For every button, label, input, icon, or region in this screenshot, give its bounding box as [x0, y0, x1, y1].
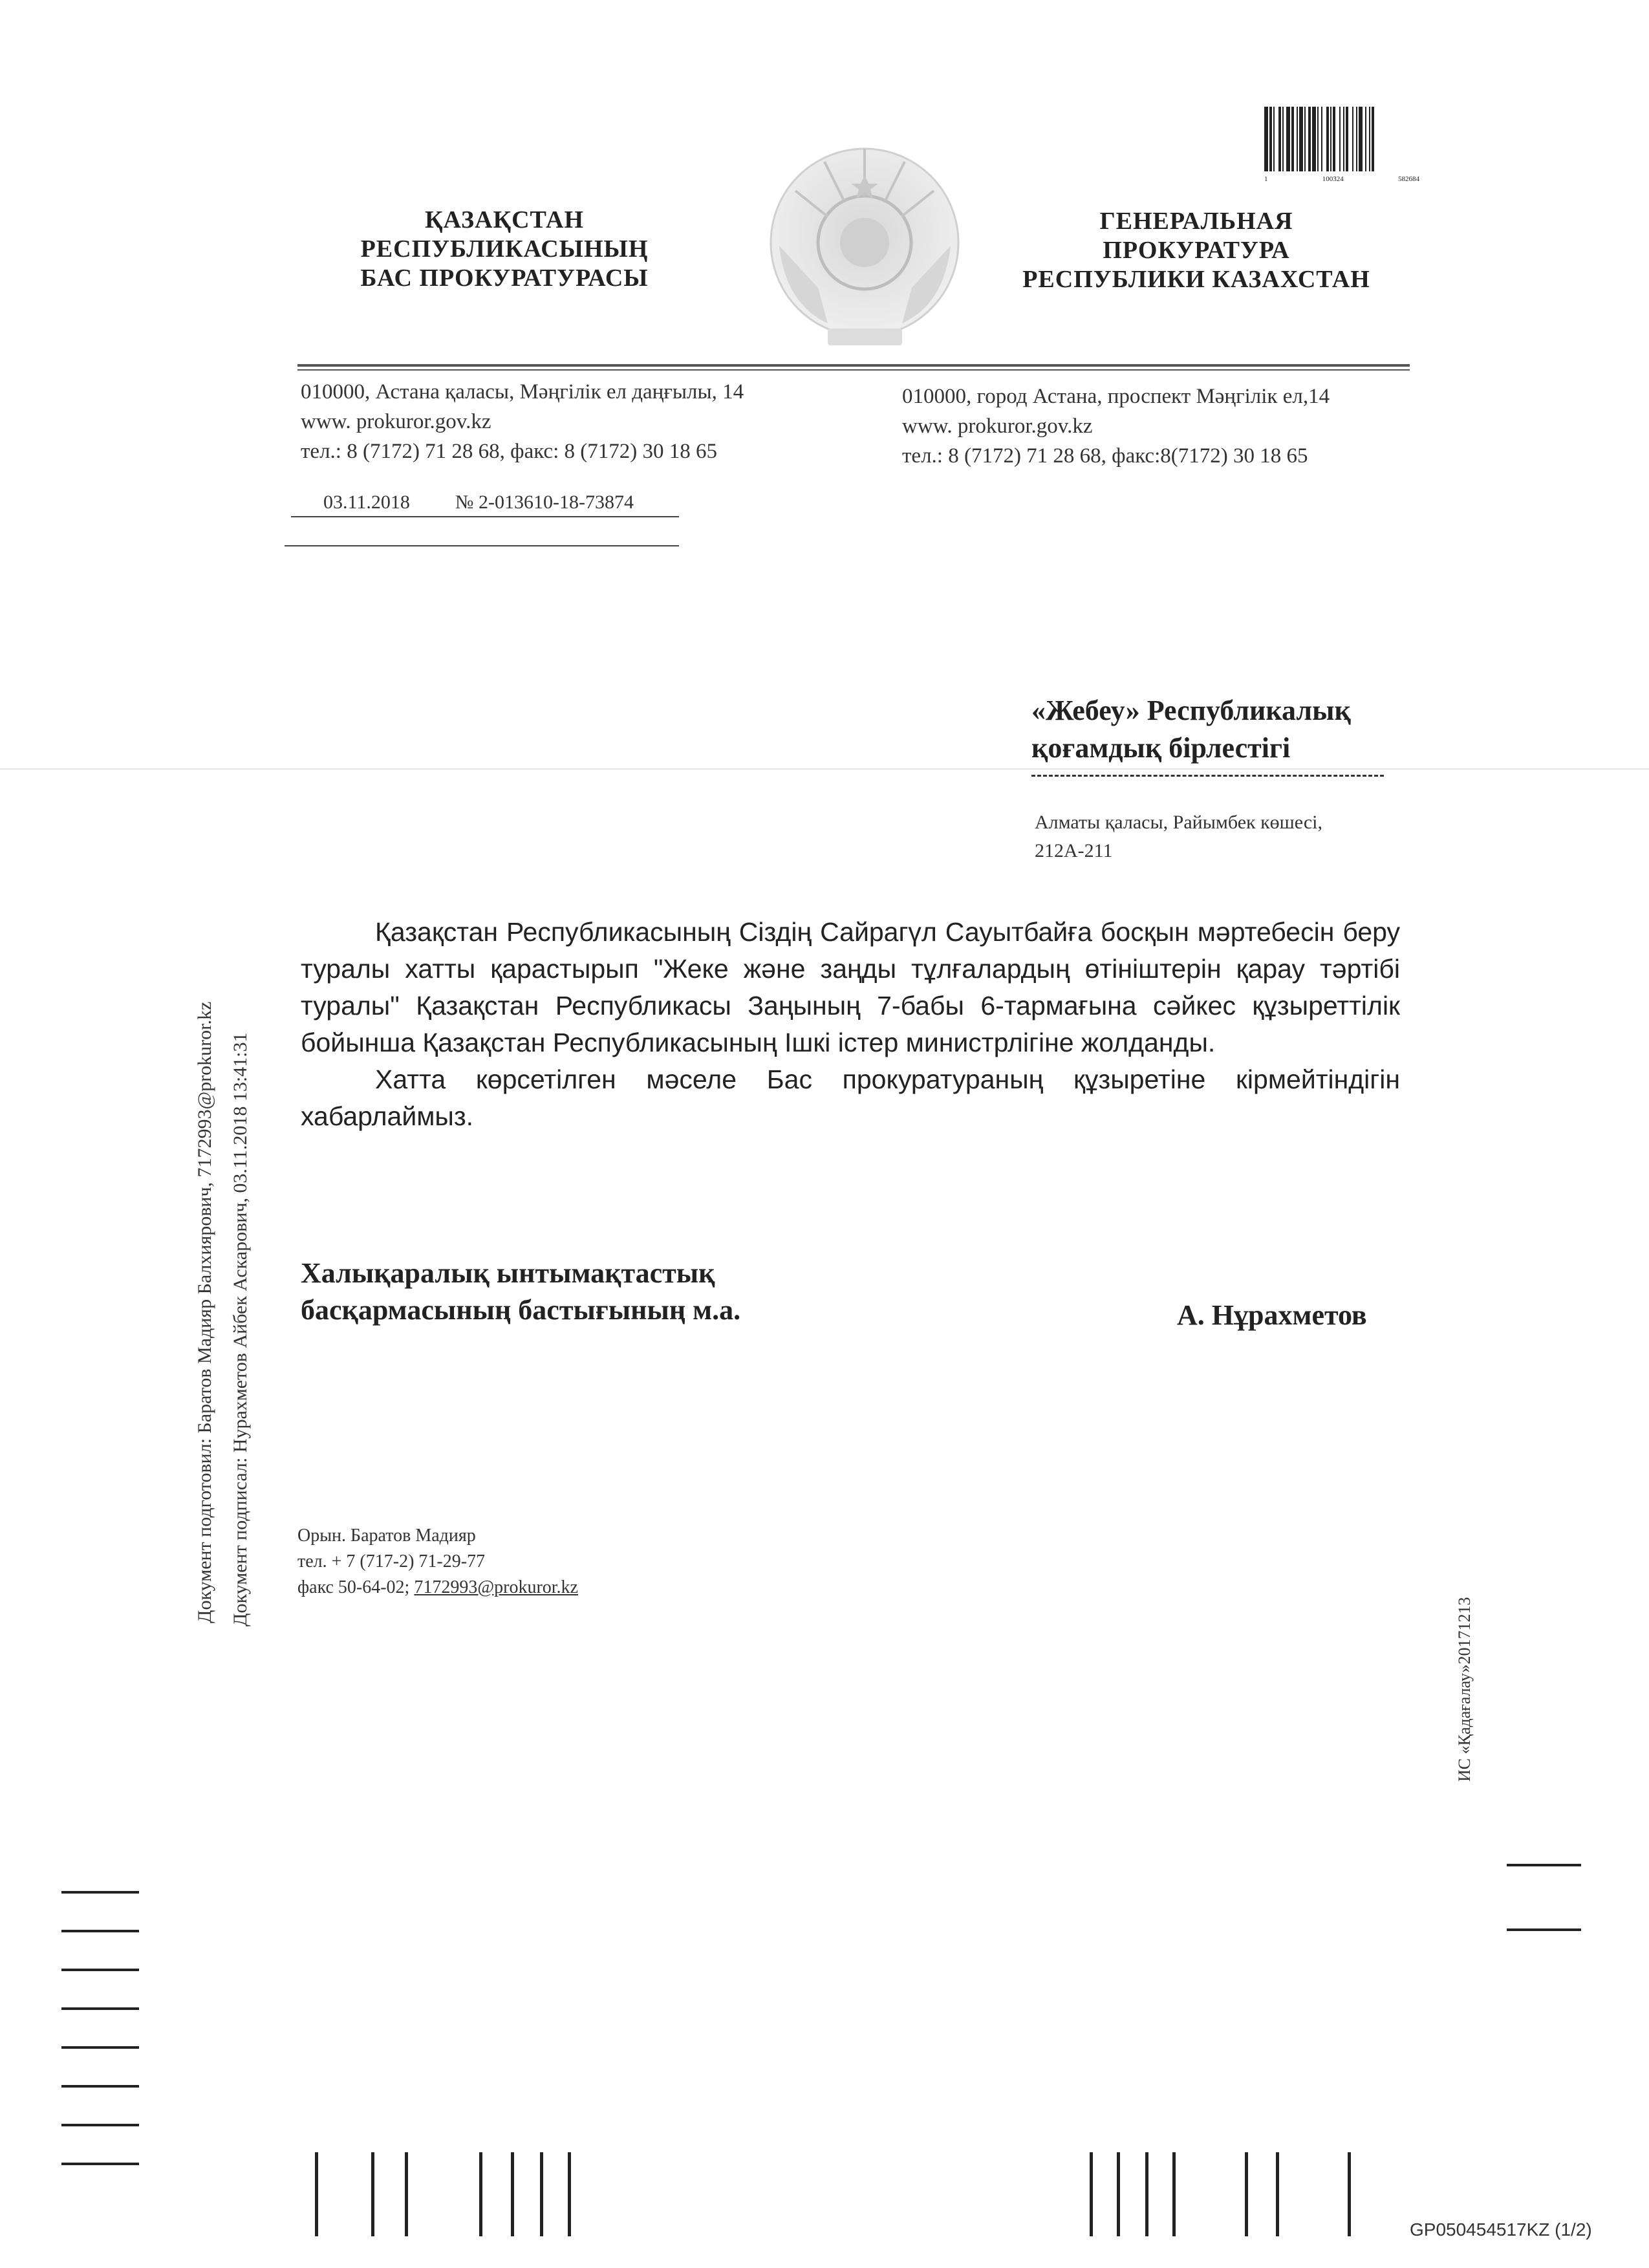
- barcode: [1264, 107, 1426, 213]
- recipient-address: [1035, 808, 1397, 865]
- barcode-bar: [1333, 107, 1335, 171]
- barcode-bar: [1346, 107, 1348, 171]
- org-kaz-line-2: РЕСПУБЛИКАСЫНЫҢ: [360, 235, 649, 263]
- page-fold-line: [0, 768, 1649, 770]
- reference-number: № 2-013610-18-73874: [455, 491, 634, 513]
- org-name-russian: [996, 207, 1397, 294]
- edge-mark: [61, 1969, 139, 1971]
- barcode-bar: [1359, 107, 1363, 171]
- barcode-bar: [1330, 107, 1331, 171]
- bottom-mark: [511, 2152, 514, 2236]
- contacts-kazakh: [301, 377, 744, 466]
- barcode-bar: [1269, 107, 1272, 171]
- recipient-dashed-rule: [1031, 775, 1384, 777]
- side-note-prepared: Документ подготовил: Баратов Мадияр Балхиярович, 7172993@prokuror.kz: [194, 1001, 215, 1623]
- executor-name: Орын. Баратов Мадияр: [297, 1526, 476, 1546]
- body-paragraph-1: Қазақстан Республикасының Сіздің Сайрагүл Сауытбайға босқын мәртебесін беру туралы хатты қарастырып "Жеке және заңды тұлғалардың өтініштерін қарау тәртібі туралы" Қазақстан Республикасы Заңының 7-бабы 6-тармағына сәйкес құзыреттілік бойынша Қазақстан Республикасының Ішкі істер министрлігіне жолданды.: [301, 917, 1400, 1057]
- signatory-title-line-2: басқармасының бастығының м.а.: [301, 1294, 741, 1326]
- edge-mark: [61, 2007, 139, 2010]
- document-code: GP050454517KZ (1/2): [1410, 2219, 1592, 2240]
- edge-mark: [1507, 1928, 1581, 1931]
- contact-kaz-phone: тел.: 8 (7172) 71 28 68, факс: 8 (7172) 30 18 65: [301, 440, 717, 463]
- edge-mark: [61, 1930, 139, 1932]
- bottom-mark: [315, 2152, 318, 2236]
- barcode-numbers: [1264, 175, 1419, 183]
- executor-info: [297, 1523, 578, 1601]
- bottom-mark: [1245, 2152, 1248, 2236]
- recipient-line-1: «Жебеу» Республикалық: [1031, 695, 1351, 726]
- signatory-title: [301, 1255, 818, 1328]
- recipient-name: [1031, 692, 1452, 767]
- recipient-line-2: қоғамдық бірлестігі: [1031, 732, 1291, 764]
- barcode-bar: [1321, 107, 1322, 171]
- letter-body: [301, 914, 1400, 1135]
- barcode-bar: [1372, 107, 1374, 171]
- edge-mark: [1507, 1864, 1581, 1866]
- bottom-mark: [405, 2152, 408, 2236]
- signatory-title-line-1: Халықаралық ынтымақтастық: [301, 1257, 715, 1289]
- reference-rule-2: [285, 545, 679, 546]
- barcode-bar: [1264, 107, 1268, 171]
- bottom-mark: [1145, 2152, 1148, 2236]
- org-name-kazakh: [336, 206, 673, 293]
- barcode-bar: [1282, 107, 1284, 171]
- org-rus-line-3: РЕСПУБЛИКИ КАЗАХСТАН: [1022, 266, 1370, 293]
- org-rus-line-1: ГЕНЕРАЛЬНАЯ: [1099, 208, 1293, 235]
- barcode-bars: [1264, 107, 1419, 171]
- contact-kaz-address: 010000, Астана қаласы, Мәңгілік ел даңғылы, 14: [301, 380, 744, 404]
- barcode-bar: [1297, 107, 1298, 171]
- bottom-mark: [1090, 2152, 1093, 2236]
- barcode-bar: [1304, 107, 1306, 171]
- header-rule-bottom: [297, 369, 1410, 371]
- recipient-address-line-2: 212А-211: [1035, 840, 1113, 861]
- body-paragraph-2: Хатта көрсетілген мәселе Бас прокуратураның құзыретіне кірмейтіндігін хабарлаймыз.: [301, 1064, 1400, 1131]
- barcode-left-number: 1: [1264, 175, 1268, 183]
- bottom-mark: [1348, 2152, 1351, 2236]
- header-rule-top: [297, 364, 1410, 367]
- bottom-mark: [371, 2152, 374, 2236]
- barcode-bar: [1365, 107, 1366, 171]
- signatory-name: А. Нұрахметов: [1177, 1299, 1367, 1331]
- side-note-signed: Документ подписал: Нурахметов Айбек Аскарович, 03.11.2018 13:41:31: [230, 1032, 251, 1626]
- barcode-bar: [1286, 107, 1290, 171]
- bottom-mark: [479, 2152, 482, 2236]
- barcode-bar: [1317, 107, 1319, 171]
- contact-rus-website: www. prokuror.gov.kz: [902, 415, 1093, 438]
- barcode-bar: [1352, 107, 1353, 171]
- barcode-bar: [1312, 107, 1316, 171]
- edge-mark: [61, 2085, 139, 2088]
- barcode-bar: [1369, 107, 1370, 171]
- edge-mark: [61, 2046, 139, 2049]
- bottom-mark: [540, 2152, 543, 2236]
- bottom-mark: [568, 2152, 571, 2236]
- executor-phone: тел. + 7 (717-2) 71-29-77: [297, 1551, 486, 1571]
- edge-mark: [61, 2124, 139, 2126]
- barcode-bar: [1356, 107, 1357, 171]
- contact-rus-address: 010000, город Астана, проспект Мәңгілік ел,14: [902, 385, 1330, 408]
- barcode-bar: [1291, 107, 1294, 171]
- barcode-bar: [1278, 107, 1281, 171]
- bottom-mark: [1172, 2152, 1176, 2236]
- contacts-russian: [902, 382, 1330, 471]
- barcode-bar: [1308, 107, 1311, 171]
- side-note-system: ИС «Қадағалау»20171213: [1455, 1597, 1474, 1782]
- barcode-bar: [1273, 107, 1275, 171]
- barcode-mid-number: 100324: [1322, 175, 1344, 183]
- recipient-address-line-1: Алматы қаласы, Райымбек көшесі,: [1035, 812, 1322, 833]
- executor-fax: факс 50-64-02;: [297, 1577, 410, 1597]
- reference-date: 03.11.2018: [323, 491, 410, 513]
- edge-mark: [61, 2163, 139, 2165]
- org-rus-line-2: ПРОКУРАТУРА: [1103, 237, 1290, 264]
- bottom-mark: [1117, 2152, 1120, 2236]
- barcode-bar: [1299, 107, 1303, 171]
- executor-fax-line: [297, 1575, 578, 1601]
- bottom-mark: [1276, 2152, 1279, 2236]
- contact-rus-phone: тел.: 8 (7172) 71 28 68, факс:8(7172) 30 18 65: [902, 444, 1308, 468]
- executor-email: 7172993@prokuror.kz: [414, 1577, 578, 1597]
- outgoing-reference: [323, 491, 634, 513]
- org-kaz-line-3: БАС ПРОКУРАТУРАСЫ: [360, 265, 649, 292]
- barcode-bar: [1339, 107, 1341, 171]
- edge-mark: [61, 1891, 139, 1894]
- barcode-bar: [1326, 107, 1329, 171]
- reference-rule-1: [291, 516, 679, 517]
- contact-kaz-website: www. prokuror.gov.kz: [301, 410, 491, 433]
- barcode-right-number: 582684: [1398, 175, 1419, 183]
- state-emblem-icon: [766, 136, 964, 356]
- org-kaz-line-1: ҚАЗАҚСТАН: [425, 206, 584, 233]
- barcode-bar: [1343, 107, 1344, 171]
